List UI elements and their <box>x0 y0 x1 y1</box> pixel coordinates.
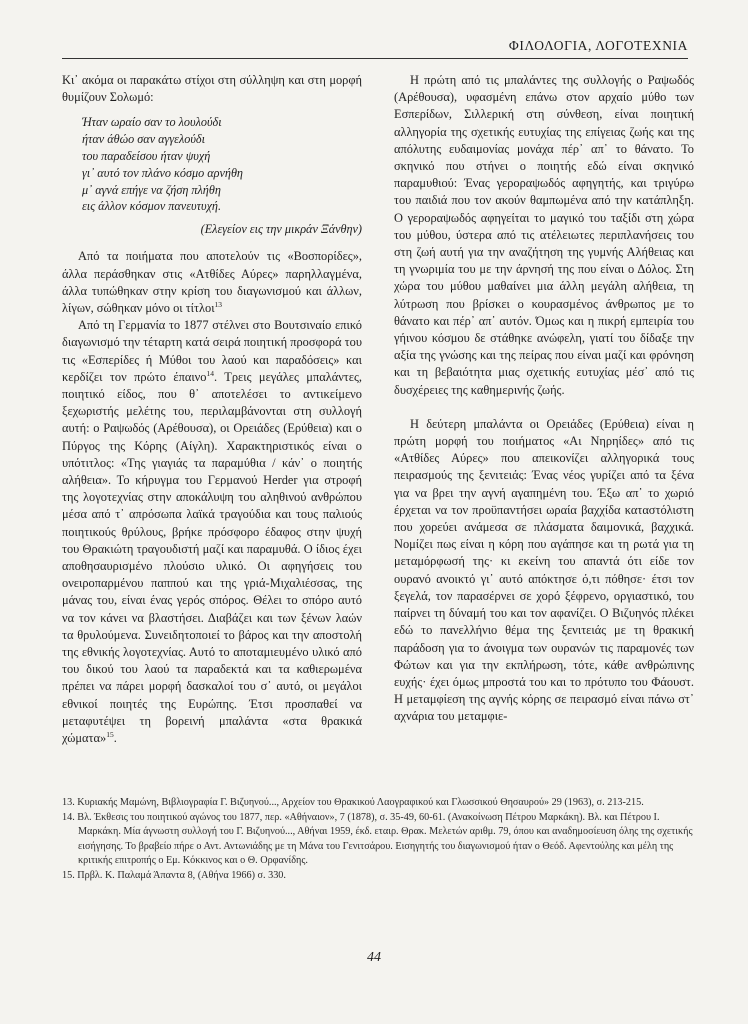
body-text: Από τη Γερμανία το 1877 στέλνει στο Βουτσιναίο επικό διαγωνισμό την τέταρτη κατά σειρά ποιητική προσφορά του τις «Εσπερίδες ή Μύθοι του λαού και παραδόσεις» και κερδίζει τον πρώτο έπαινο <box>62 318 362 384</box>
footnote: 15. Πρβλ. Κ. Παλαμά Άπαντα 8, (Αθήνα 1966) σ. 330. <box>62 869 286 881</box>
footnotes <box>62 796 694 884</box>
page-number: 44 <box>367 950 381 965</box>
poem-line: γι᾽ αυτό τον πλάνο κόσμο αρνήθη <box>82 165 243 180</box>
right-column <box>394 72 694 726</box>
running-header <box>62 38 688 59</box>
body-paragraph <box>62 248 362 317</box>
poem-line: ήταν άθώο σαν αγγελούδι <box>82 132 205 147</box>
poem-excerpt <box>82 114 362 215</box>
left-column <box>62 72 362 747</box>
body-paragraph: Η πρώτη από τις μπαλάντες της συλλογής ο Ραψωδός (Αρέθουσα), υφασμένη επάνω στον αρχαίο μύθο των Εσπερίδων, Σιλλερική στη σύνθεση, είναι ποιητική αλληγορία της σχετικής ευτυχίας της επίγειας ζωής και της απόλυτης ευδαιμονίας μονάχα πέρ᾽ απ᾽ το θάνατο. Το σκηνικό που στήνει ο ποιητής εδώ είναι σκηνικό παραμυθιού: Ένας γεροραψωδός αφηγητής, και τριγύρω του παιδιά που τον ακούν θαμπωμένα από την κατάπληξη. Ο γεροραψωδός αφηγείται το μαγικό του ταξίδι στη χώρα του μύθου, ύστερα από τις ατέλειωτες περιπλανήσεις του στη ζωή αυτή για την αναζήτηση της γυμνής Αλήθειας και τη γνωριμία του με την άρνησή της που είναι ο Δόλος. Στη χώρα του μύθου μαθαίνει μια άλλη μεγάλη αλήθεια, τη λύτρωση που βρίσκει ο κουρασμένος άνθρωπος με το θάνατο και πέρ᾽ απ᾽ αυτόν. Όμως και η πικρή εμπειρία του γήινου κόσμου δε στάθηκε ανώφελη, γιατί του δίδαξε την αξία της γνώσης και της πείρας που είναι μαζί και φρόνηση και τη βεβαιότητα μιας σχετικής ευτυχίας μέσ᾽ από τις δυσχέρειες της καθημερινής ζωής. <box>394 73 694 397</box>
poem-line: Ήταν ωραίο σαν το λουλούδι <box>82 115 222 130</box>
poem-source: (Ελεγείον εις την μικράν Ξάνθην) <box>200 222 362 237</box>
footnote-ref: 15 <box>106 729 114 739</box>
running-header-title: ΦΙΛΟΛΟΓΙΑ, ΛΟΓΟΤΕΧΝΙΑ <box>508 38 688 53</box>
footnote-ref: 14 <box>206 368 214 378</box>
body-paragraph: Η δεύτερη μπαλάντα οι Ορειάδες (Ερύθεια) είναι η πρώτη μορφή του ποιήματος «Αι Νηρηίδες» από τις «Ατθίδες Αύρες» που απεικονίζει αλληγορικά τους πειρασμούς της ξενιτειάς: Ένας νέος γυρίζει από τα ξένα για να βρει την αγνή αγαπημένη του. Έξω απ᾽ το χωριό έρχεται να τον προϋπαντήσει ωραία βαχχίδα καταστόλιστη που χορεύει ανάμεσα σε πλάσματα δαιμονικά, βαχχικά. Νομίζει πως είναι η κόρη που αγάπησε και τη ρωτά για τη μεταμόρφωσή της· κι εκείνη του απαντά ότι είδε τον ουρανό ανοικτό γι᾽ αυτό απόκτησε ό,τι πόθησε· έτσι τον ξεγελά, τον παρασέρνει σε χορό ξέφρενο, οργιαστικό, του παίρνει τη δύναμή του και τον αφανίζει. Ο Βιζυηνός πλέκει εδώ το πανελλήνιο θέμα της ξενιτειάς με τη θρακική παράδοση για το άνοιγμα των ουρανών τις παραμονές των Φώτων και για την εκπλήρωση, τότε, κάθε ανθρώπινης ευχής· έχει όμως μπροστά του και το πρότυπο του Φάουστ. Η μεταμφίεση της αγνής κόρης σε πειρασμό είναι πάνω στ᾽ αχνάρια του μεταμφιε- <box>394 416 694 724</box>
body-paragraph <box>62 317 362 747</box>
footnote-ref: 13 <box>214 299 223 309</box>
body-text: . Τρεις μεγάλες μπαλάντες, ποιητικό είδος, που θ᾽ αποτελέσει το αντικείμενο ξεχωριστής μελέτης του, περιλαμβάνονται στη συλλογή αυτή: ο Ραψωδός (Αρέθουσα), οι Ορειάδες (Ερύθεια) και ο Πύργος της Κόρης (Αίγλη). Χαρακτηριστικός είναι ο υπότιτλος: «Της γιαγιάς τα παραμύθια / κάν᾽ ο ποιητής αλήθεια». Το κήρυγμα του Γερμανού Herder για στροφή της λογοτεχνίας στην αποκάλυψη του αληθινού ανθρώπου μέσα από τ᾽ απρόσωπα λαϊκά τραγούδια και τους παλιούς ποιητικούς θρύλους, βρήκε πρόσφορο έδαφος στην ψυχή του Θρακιώτη τραγουδιστή μαζί και παραμυθά. Ο ίδιος έχει αποθησαυρισμένο πλούσιο υλικό. Οι αφηγήσεις του ονειροπαρμένου παππού και της γριά-Μιχαλιέσσας, της μάνας του, είναι ένας γερός σπόρος. Θέλει το σπόρο αυτό να τον κάνει να βλαστήσει. Διαβάζει και των ξένων λαών τα θρυλούμενα. Συνειδητοποιεί το βάρος και την αποστολή της εθνικής λογοτεχνίας. Αυτό το αποταμιευμένο υλικό από του δικού του λαού τα παραδεκτά και τα καθιερωμένα πρέπει να πάρει μορφή δασκαλοί του σ᾽ αυτό, οι μεγάλοι εθνικοί ποιητές της Ευρώπης. Έτσι προσπαθεί να μεταφυτέψει τη βορεινή μπαλάντα «στα θρακικά χώματα» <box>62 369 362 746</box>
footnote: 14. Βλ. Έκθεσις του ποιητικού αγώνος του 1877, περ. «Αθήναιον», 7 (1878), σ. 35-49, 60-61. (Ανακοίνωση Πέτρου Μαρκάκη). Βλ. και Πέτρου Ι. Μαρκάκη. Μία άγνωστη συλλογή του Γ. Βιζυηνού..., Αθήναι 1959, έκδ. εταιρ. Θρακ. Μελετών αριθμ. 79, όπου και αναδημοσίευση όλης της σχετικής εισήγησης. Το βραβείο πήρε ο Αντ. Αντωνιάδης με τη Μάνα του Γενιτσάρου. Εισηγητής του διαγωνισμού ήταν ο Θεόδ. Αφεντούλης και μέλη της κριτικής επιτροπής ο Εμ. Κόκκινος και ο Θ. Ορφανίδης. <box>62 811 693 867</box>
body-text: Από τα ποιήματα που αποτελούν τις «Βοσπορίδες», άλλα περάσθηκαν στις «Ατθίδες Αύρες» παρηλλαγμένα, άλλα τυπώθηκαν στην κρίση του διαγωνισμού και άλλων, λίγων, σώθηκαν μόνο οι τίτλοι <box>62 249 362 315</box>
poem-line: εις άλλον κόσμον πανευτυχή. <box>82 199 222 214</box>
footnote: 13. Κυριακής Μαμώνη, Βιβλιογραφία Γ. Βιζυηνού..., Αρχείον του Θρακικού Λαογραφικού και Γλωσσικού Θησαυρού» 29 (1963), σ. 213-215. <box>62 797 644 808</box>
intro-paragraph: Κι᾽ ακόμα οι παρακάτω στίχοι στη σύλληψη και στη μορφή θυμίζουν Σολωμό: <box>62 73 362 105</box>
paragraph-gap <box>394 399 694 416</box>
body-text: . <box>113 731 117 746</box>
poem-line: μ᾽ αγνά επήγε να ζήση πλήθη <box>82 182 221 197</box>
poem-line: του παραδείσου ήταν ψυχή <box>82 149 211 163</box>
